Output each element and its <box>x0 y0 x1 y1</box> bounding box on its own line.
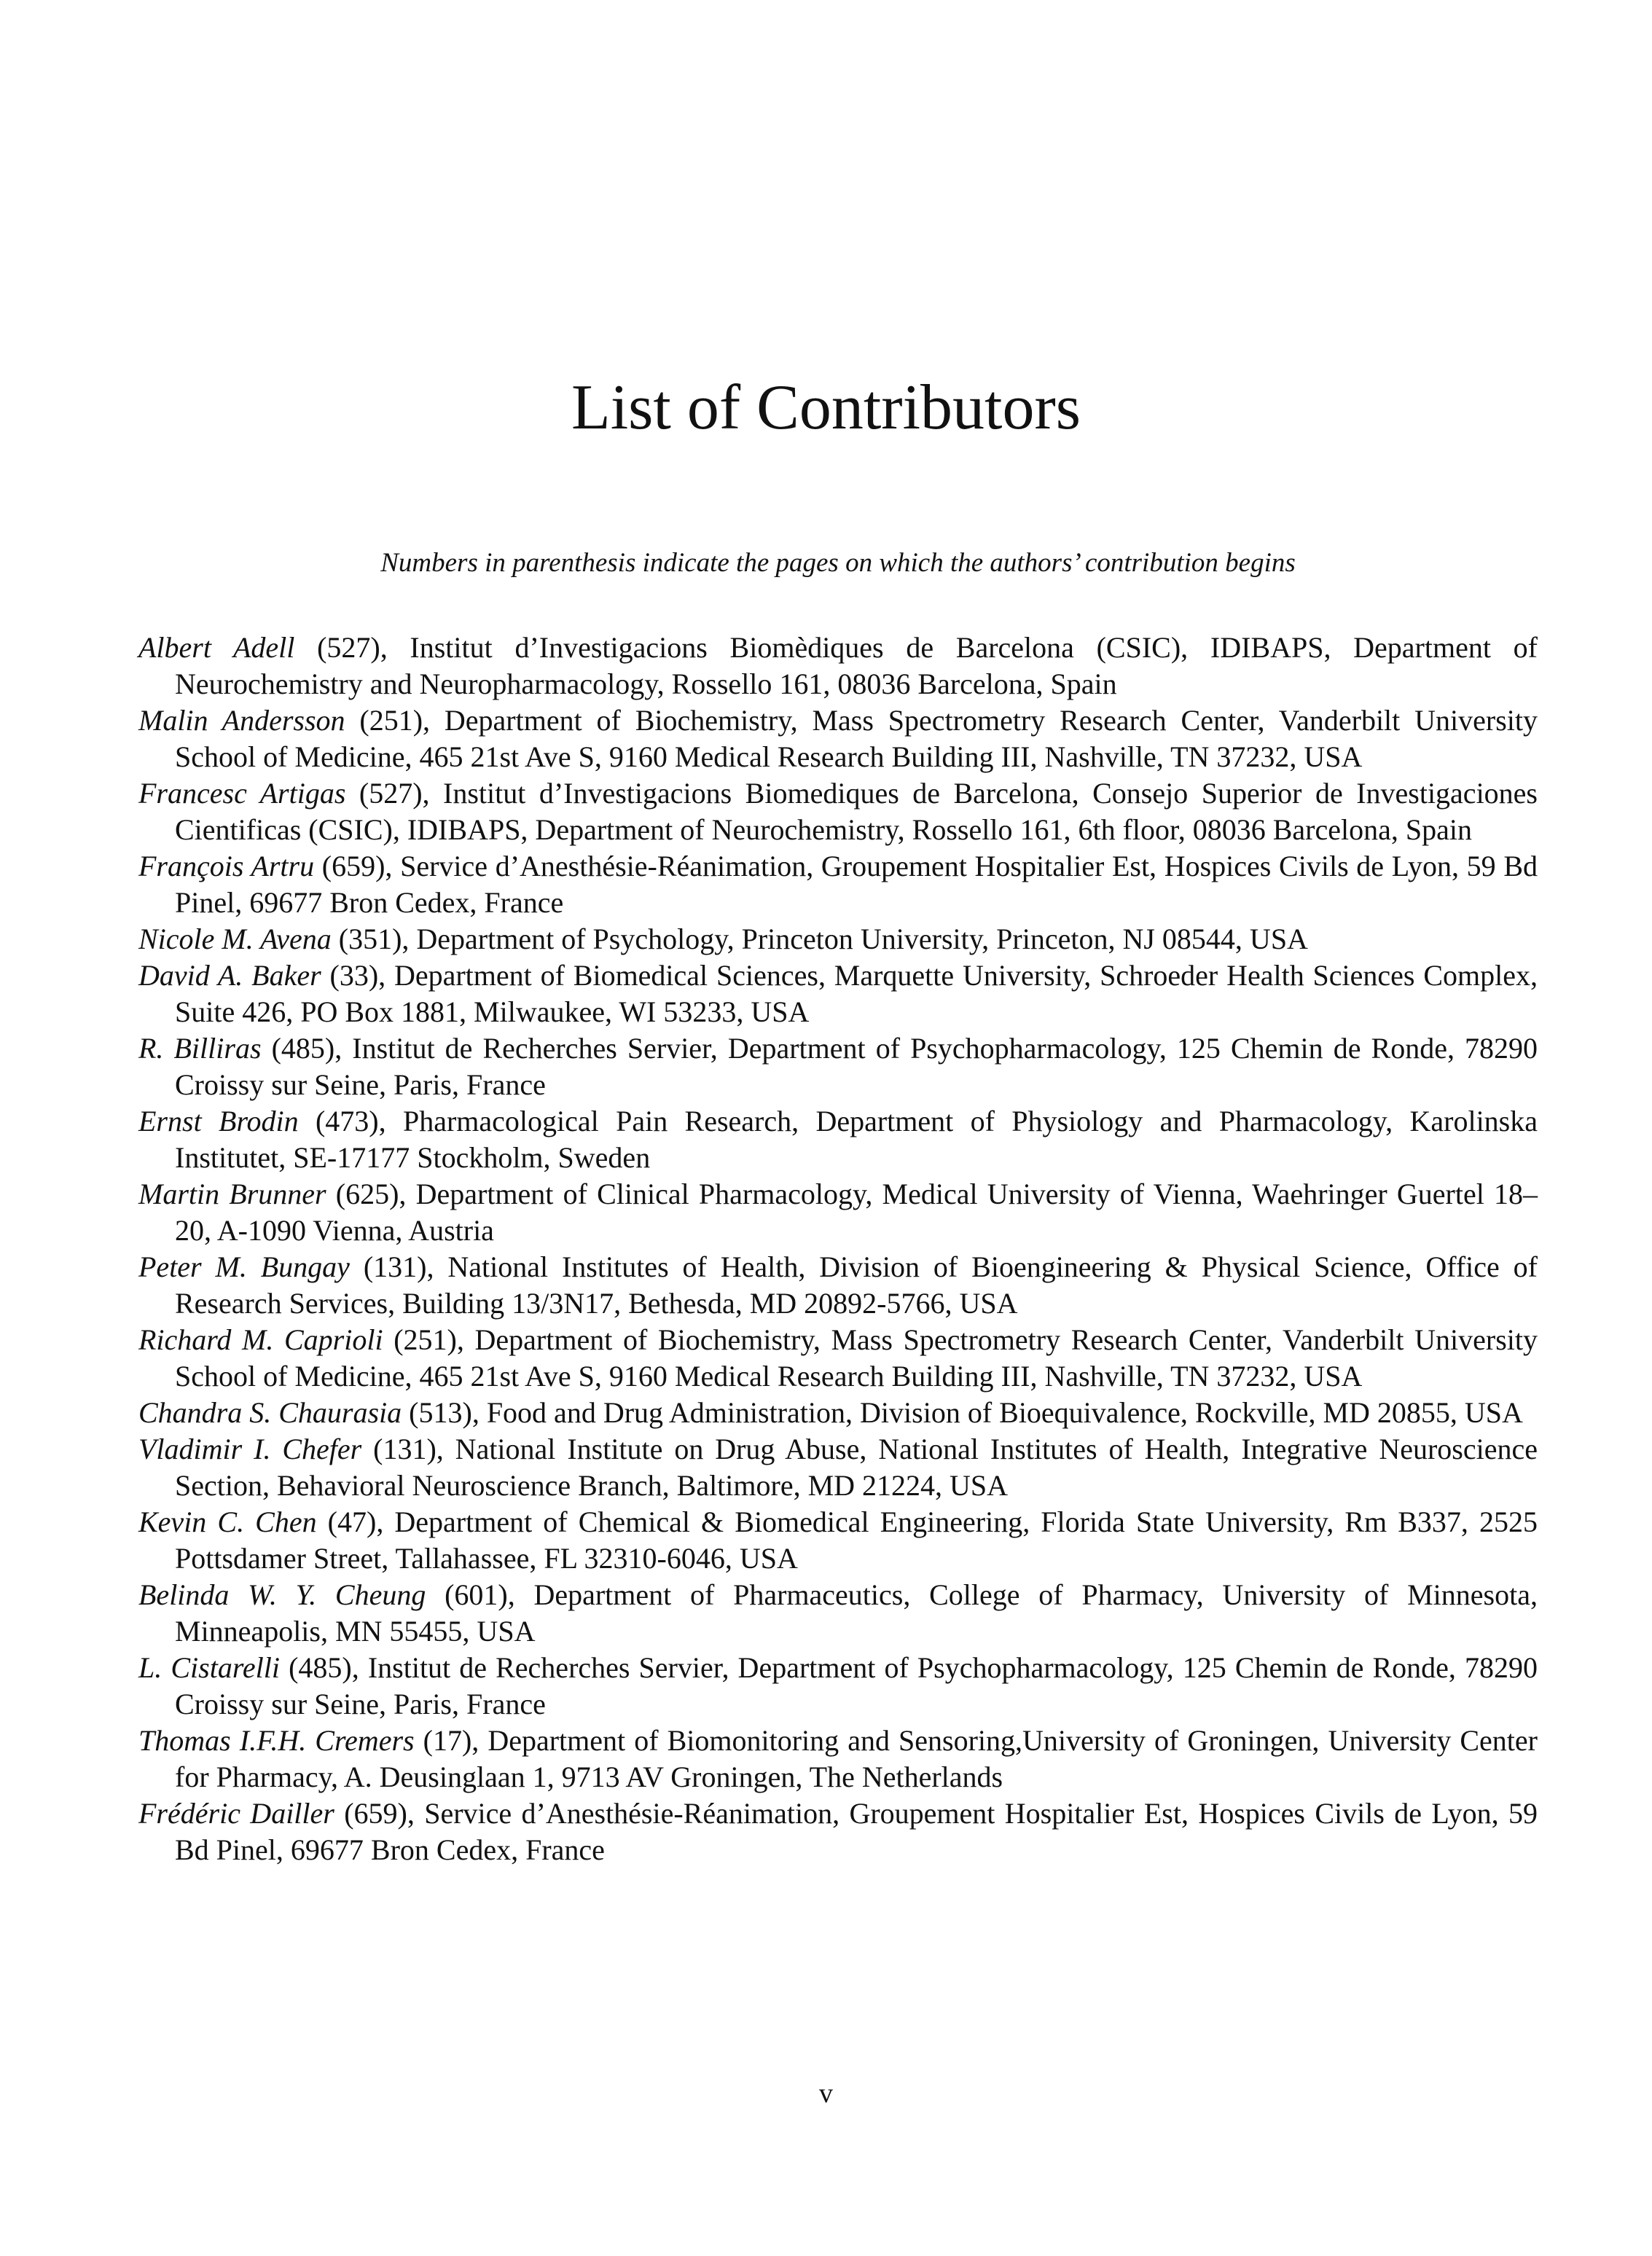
contributor-entry <box>138 1431 1538 1504</box>
contributor-name: François Artru <box>138 850 315 882</box>
contributor-entry <box>138 1030 1538 1103</box>
contributor-name: Richard M. Caprioli <box>138 1323 383 1356</box>
contributor-details: (527), Institut d’Investigacions Biomediques de Barcelona, Consejo Superior de Investigaciones Cientificas (CSIC), IDIBAPS, Department of Neurochemistry, Rossello 161, 6th floor, 08036 Barcelona, Spain <box>175 777 1538 846</box>
contributor-entry <box>138 1795 1538 1868</box>
page-number: v <box>819 2078 833 2109</box>
contributor-entry <box>138 957 1538 1030</box>
contributor-entry <box>138 1650 1538 1723</box>
contributor-entry <box>138 1103 1538 1176</box>
contributor-name: Kevin C. Chen <box>138 1505 317 1538</box>
contributor-details: (351), Department of Psychology, Princeton University, Princeton, NJ 08544, USA <box>331 923 1308 955</box>
contributor-name: R. Billiras <box>138 1032 262 1065</box>
contributor-entry <box>138 1395 1538 1431</box>
contributor-name: Malin Andersson <box>138 704 345 737</box>
contributor-details: (17), Department of Biomonitoring and Sensoring,University of Groningen, University Center for Pharmacy, A. Deusinglaan 1, 9713 AV Groningen, The Netherlands <box>175 1724 1538 1793</box>
contributor-name: David A. Baker <box>138 959 321 992</box>
contributor-entry <box>138 1504 1538 1577</box>
contributor-details: (251), Department of Biochemistry, Mass Spectrometry Research Center, Vanderbilt University School of Medicine, 465 21st Ave S, 9160 Medical Research Building III, Nashville, TN 37232, USA <box>175 1323 1538 1393</box>
contributor-name: Ernst Brodin <box>138 1105 299 1137</box>
contributor-name: Francesc Artigas <box>138 777 346 810</box>
contributor-details: (485), Institut de Recherches Servier, Department of Psychopharmacology, 125 Chemin de Ronde, 78290 Croissy sur Seine, Paris, France <box>175 1651 1538 1720</box>
contributor-name: L. Cistarelli <box>138 1651 280 1684</box>
contributor-entry <box>138 1577 1538 1650</box>
contributor-details: (625), Department of Clinical Pharmacology, Medical University of Vienna, Waehringer Guertel 18–20, A-1090 Vienna, Austria <box>175 1178 1538 1247</box>
contributor-entry <box>138 921 1538 957</box>
contributor-details: (659), Service d’Anesthésie-Réanimation, Groupement Hospitalier Est, Hospices Civils de Lyon, 59 Bd Pinel, 69677 Bron Cedex, France <box>175 1797 1538 1866</box>
contributor-details: (251), Department of Biochemistry, Mass Spectrometry Research Center, Vanderbilt University School of Medicine, 465 21st Ave S, 9160 Medical Research Building III, Nashville, TN 37232, USA <box>175 704 1538 773</box>
contributor-entry <box>138 1723 1538 1795</box>
contributor-entry <box>138 1249 1538 1322</box>
contributors-list <box>138 630 1538 1868</box>
contributor-name: Thomas I.F.H. Cremers <box>138 1724 415 1757</box>
contributor-name: Frédéric Dailler <box>138 1797 334 1830</box>
contributor-details: (513), Food and Drug Administration, Division of Bioequivalence, Rockville, MD 20855, USA <box>402 1396 1523 1429</box>
contributor-name: Albert Adell <box>138 631 295 664</box>
contributor-entry <box>138 1176 1538 1249</box>
page-title: List of Contributors <box>571 372 1081 443</box>
contributor-details: (527), Institut d’Investigacions Biomèdiques de Barcelona (CSIC), IDIBAPS, Department of Neurochemistry and Neuropharmacology, Rossello 161, 08036 Barcelona, Spain <box>175 631 1538 700</box>
contributor-entry <box>138 775 1538 848</box>
contributor-entry <box>138 702 1538 775</box>
contributor-details: (47), Department of Chemical & Biomedical Engineering, Florida State University, Rm B337, 2525 Pottsdamer Street, Tallahassee, FL 32310-6046, USA <box>175 1505 1538 1575</box>
contributor-name: Belinda W. Y. Cheung <box>138 1578 426 1611</box>
contributor-name: Peter M. Bungay <box>138 1250 350 1283</box>
contributor-details: (601), Department of Pharmaceutics, College of Pharmacy, University of Minnesota, Minneapolis, MN 55455, USA <box>175 1578 1538 1648</box>
contributor-details: (659), Service d’Anesthésie-Réanimation, Groupement Hospitalier Est, Hospices Civils de Lyon, 59 Bd Pinel, 69677 Bron Cedex, France <box>175 850 1538 919</box>
contributor-name: Chandra S. Chaurasia <box>138 1396 402 1429</box>
contributor-entry <box>138 848 1538 921</box>
contributor-details: (131), National Institute on Drug Abuse, National Institutes of Health, Integrative Neuroscience Section, Behavioral Neuroscience Branch, Baltimore, MD 21224, USA <box>175 1433 1538 1502</box>
contributor-name: Vladimir I. Chefer <box>138 1433 362 1465</box>
contributor-details: (33), Department of Biomedical Sciences, Marquette University, Schroeder Health Sciences Complex, Suite 426, PO Box 1881, Milwaukee, WI 53233, USA <box>175 959 1538 1028</box>
contributor-details: (131), National Institutes of Health, Division of Bioengineering & Physical Science, Office of Research Services, Building 13/3N17, Bethesda, MD 20892-5766, USA <box>175 1250 1538 1320</box>
contributor-entry <box>138 630 1538 702</box>
contributor-details: (485), Institut de Recherches Servier, Department of Psychopharmacology, 125 Chemin de Ronde, 78290 Croissy sur Seine, Paris, France <box>175 1032 1538 1101</box>
contributor-name: Nicole M. Avena <box>138 923 332 955</box>
contributor-details: (473), Pharmacological Pain Research, Department of Physiology and Pharmacology, Karolinska Institutet, SE-17177 Stockholm, Sweden <box>175 1105 1538 1174</box>
contributor-entry <box>138 1322 1538 1395</box>
subtitle-note: Numbers in parenthesis indicate the pages on which the authors’ contribution begins <box>380 548 1296 578</box>
contributor-name: Martin Brunner <box>138 1178 326 1210</box>
